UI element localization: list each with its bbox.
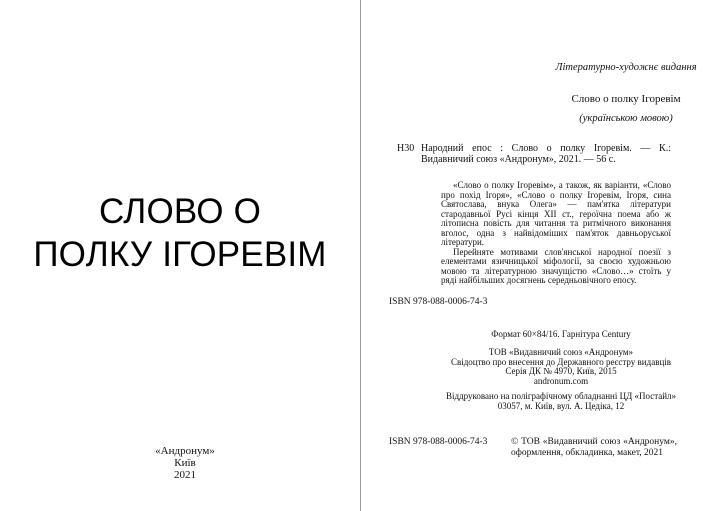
cover-title xyxy=(0,190,360,276)
cover-title-line-2: ПОЛКУ ІГОРЕВІМ xyxy=(33,235,327,274)
publication-year: 2021 xyxy=(174,469,196,481)
publisher-block xyxy=(0,445,370,481)
publisher-detail-line: Серія ДК № 4970, Київ, 2015 xyxy=(505,366,617,376)
edition-type: Літературно-художнє видання xyxy=(555,62,697,73)
format-line: Формат 60×84/16. Гарнітура Century xyxy=(491,329,631,339)
publisher-detail-line: Свідоцтво про внесення до Державного реєстру видавців xyxy=(450,356,672,367)
publisher-detail-line: andronum.com xyxy=(533,375,589,386)
language-note: (українською мовою) xyxy=(579,113,673,124)
publisher-city: Київ xyxy=(174,457,196,469)
bibliographic-record: Народний епос : Слово о полку Ігоревім. — К.: Видавничий союз «Андронум», 2021. — 56 с. xyxy=(421,143,671,165)
book-title: Слово о полку Ігоревім xyxy=(571,93,681,105)
copyright-notice: © ТОВ «Видавничий союз «Андронум», оформлення, обкладинка, макет, 2021 xyxy=(511,437,677,458)
cover-title-line-1: СЛОВО О xyxy=(98,192,262,231)
publisher-detail-line: ТОВ «Видавничий союз «Андронум» xyxy=(488,347,634,357)
isbn-bottom: ISBN 978-088-0006-74-3 xyxy=(389,437,488,447)
annotation-paragraph: «Слово о полку Ігоревім», а також, як варіанти, «Слово про похід Ігоря», «Слово о полку Ігоревім, Ігоря, сина Святослава, внука Олега» — пам'ятка літератури стародавньої Русі кінця XII ст., героїчна поема або ж літописна повість для читання та ритмічного виконання вголос, одна з найвідоміших пам'яток давньоруської літератури. xyxy=(441,180,671,247)
printing-detail-line: Віддруковано на поліграфічному обладнанні ЦД «Постайл» xyxy=(445,391,677,401)
bbk-code: Н30 xyxy=(397,143,415,154)
imprint-page xyxy=(361,0,720,511)
annotation-paragraph: Перейняте мотивами слов'янської народної поезії з елементами язичницької міфології, за своєю художньою мовою та літературною значущістю «Слово…» стоїть у ряді найбільших досягнень середньовічного епосу. xyxy=(441,246,671,285)
printing-details xyxy=(431,392,691,411)
publisher-details xyxy=(431,348,691,386)
publisher-name: «Андронум» xyxy=(155,445,215,457)
printing-detail-line: 03057, м. Київ, вул. А. Цедіка, 12 xyxy=(497,400,625,411)
isbn-top: ISBN 978-088-0006-74-3 xyxy=(389,297,488,307)
annotation xyxy=(441,181,671,286)
